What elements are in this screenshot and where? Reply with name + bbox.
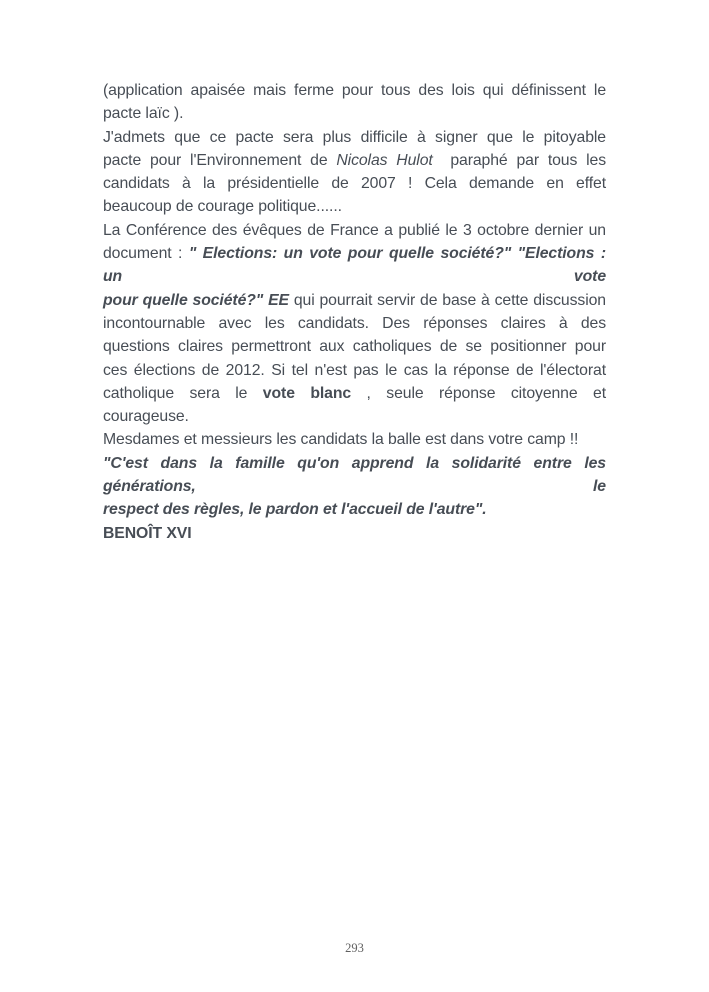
text-segment: pacte pour l'Environnement de — [103, 151, 337, 169]
text-segment: catholique sera le — [103, 384, 263, 402]
text-segment: La Conférence des évêques de France a publié le 3 octobre dernier un — [103, 221, 606, 239]
text-segment: pour quelle société?" EE — [103, 291, 289, 309]
page-number: 293 — [345, 941, 364, 955]
text-segment: vote blanc — [262, 384, 352, 402]
text-line — [103, 195, 606, 218]
text-segment: document : — [103, 245, 189, 263]
paragraph — [103, 126, 606, 219]
text-line — [103, 172, 606, 195]
paragraph — [103, 428, 606, 451]
text-line — [103, 79, 606, 102]
text-segment: beaucoup de courage politique...... — [103, 198, 342, 216]
text-segment: BENOÎT XVI — [103, 524, 192, 542]
page-footer — [0, 941, 709, 956]
text-segment: "C'est dans la famille qu'on apprend la solidarité entre les générations, le — [103, 454, 606, 496]
page-text — [103, 79, 606, 545]
text-segment: Nicolas Hulot — [336, 151, 433, 169]
text-line — [103, 452, 606, 499]
text-line — [103, 102, 606, 125]
paragraph — [103, 522, 606, 545]
text-line — [103, 149, 606, 172]
text-segment: ces élections de 2012. Si tel n'est pas le cas la réponse de l'électorat — [103, 361, 606, 379]
text-segment: Mesdames et messieurs les candidats la balle est dans votre camp !! — [103, 431, 579, 449]
text-line — [103, 498, 606, 521]
text-line — [103, 335, 606, 358]
paragraph — [103, 219, 606, 429]
text-line — [103, 382, 606, 405]
text-segment: courageuse. — [103, 408, 189, 426]
text-segment: pacte laïc ). — [103, 105, 184, 123]
text-segment: candidats à la présidentielle de 2007 ! Cela demande en effet — [103, 175, 606, 193]
text-segment: J'admets que ce pacte sera plus difficile à signer que le pitoyable — [103, 128, 606, 146]
text-segment: respect des règles, le pardon et l'accueil de l'autre". — [103, 501, 487, 519]
text-line — [103, 312, 606, 335]
text-line — [103, 219, 606, 242]
text-line — [103, 359, 606, 382]
text-line — [103, 405, 606, 428]
text-line — [103, 522, 606, 545]
text-segment: incontournable avec les candidats. Des réponses claires à des — [103, 314, 606, 332]
text-segment: , seule réponse citoyenne et — [351, 384, 606, 402]
text-segment: " Elections: un vote pour quelle société?" "Elections : un vote — [103, 245, 606, 286]
paragraph — [103, 452, 606, 522]
text-line — [103, 242, 606, 289]
text-segment: questions claires permettront aux catholiques de se positionner pour — [103, 338, 606, 356]
text-line — [103, 428, 606, 451]
paragraph — [103, 79, 606, 126]
text-segment: (application apaisée mais ferme pour tous des lois qui définissent le — [103, 82, 606, 99]
text-line — [103, 289, 606, 312]
text-line — [103, 126, 606, 149]
text-segment: paraphé par tous les — [432, 151, 606, 169]
text-segment: qui pourrait servir de base à cette discussion — [288, 291, 606, 309]
